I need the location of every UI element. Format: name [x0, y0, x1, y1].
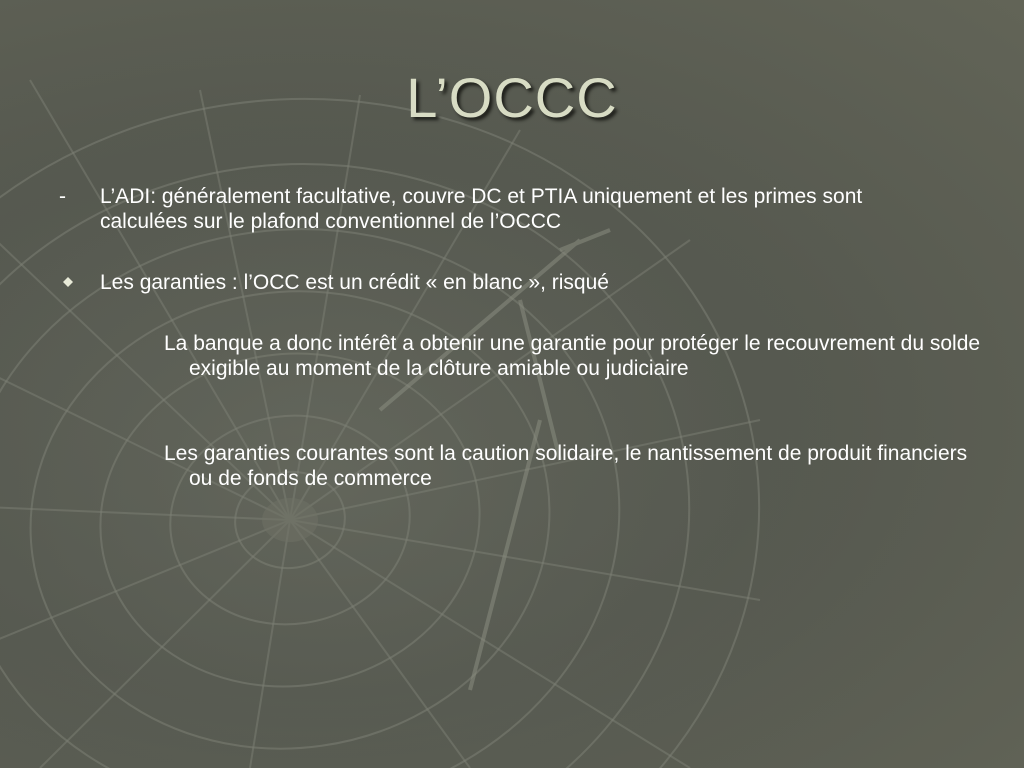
slide-title: L’OCCC — [406, 66, 618, 129]
bullet-item-adi: L’ADI: généralement facultative, couvre DC et PTIA uniquement et les primes sont calculées sur le plafond conventionnel de l’OCCC — [100, 185, 863, 233]
sub-paragraph-interet: La banque a donc intérêt a obtenir une garantie pour protéger le recouvrement du solde exigible au moment de la clôture amiable ou judiciaire — [164, 332, 981, 380]
dash-bullet-marker: - — [59, 185, 66, 208]
bullet-item-garanties: Les garanties : l’OCC est un crédit « en blanc », risqué — [100, 271, 609, 294]
sub-paragraph-garanties-courantes: Les garanties courantes sont la caution solidaire, le nantissement de produit financiers ou de fonds de commerce — [164, 442, 968, 490]
diamond-bullet-icon — [63, 277, 73, 287]
